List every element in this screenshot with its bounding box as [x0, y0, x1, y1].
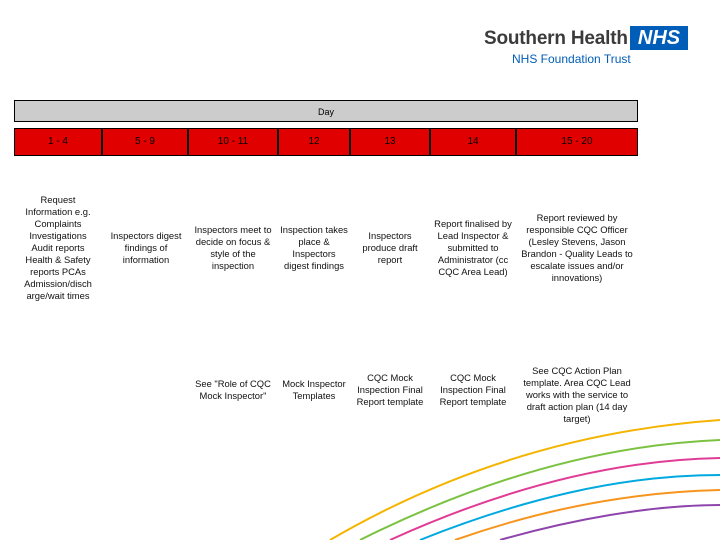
nhs-badge: NHS [630, 26, 688, 50]
day-cell-4: 12 [278, 128, 350, 156]
row2-cell-5: CQC Mock Inspection Final Report template [356, 372, 424, 407]
row1-cell-2: Inspectors digest findings of information [110, 230, 182, 265]
logo-subtitle: NHS Foundation Trust [512, 52, 631, 66]
nhs-logo [484, 26, 690, 70]
row1-cell-6: Report finalised by Lead Inspector & submitted to Administrator (cc CQC Area Lead) [434, 218, 512, 277]
row1-cell-1: Request Information e.g. Complaints Investigations Audit reports Health & Safety reports PCAs Admission/disch arge/wait times [24, 194, 92, 301]
row2-cell-4: Mock Inspector Templates [282, 378, 346, 401]
day-cell-5: 13 [350, 128, 430, 156]
logo-name: Southern Health [484, 28, 628, 49]
day-cell-1: 1 - 4 [14, 128, 102, 156]
day-cell-6: 14 [430, 128, 516, 156]
row1-cell-4: Inspection takes place & Inspectors digest findings [280, 224, 348, 271]
row2-cell-7: See CQC Action Plan template. Area CQC Lead works with the service to draft action plan (14 day target) [523, 365, 631, 424]
day-cell-7: 15 - 20 [516, 128, 638, 156]
row2-cell-3: See "Role of CQC Mock Inspector" [195, 378, 271, 401]
row1-cell-5: Inspectors produce draft report [362, 230, 418, 265]
row2-cell-6: CQC Mock Inspection Final Report template [439, 372, 507, 407]
day-header: Day [14, 100, 638, 122]
row1-cell-7: Report reviewed by responsible CQC Officer (Lesley Stevens, Jason Brandon - Quality Leads to escalate issues and/or innovations) [521, 212, 633, 283]
day-cell-3: 10 - 11 [188, 128, 278, 156]
row1-cell-3: Inspectors meet to decide on focus & style of the inspection [194, 224, 272, 271]
day-cell-2: 5 - 9 [102, 128, 188, 156]
